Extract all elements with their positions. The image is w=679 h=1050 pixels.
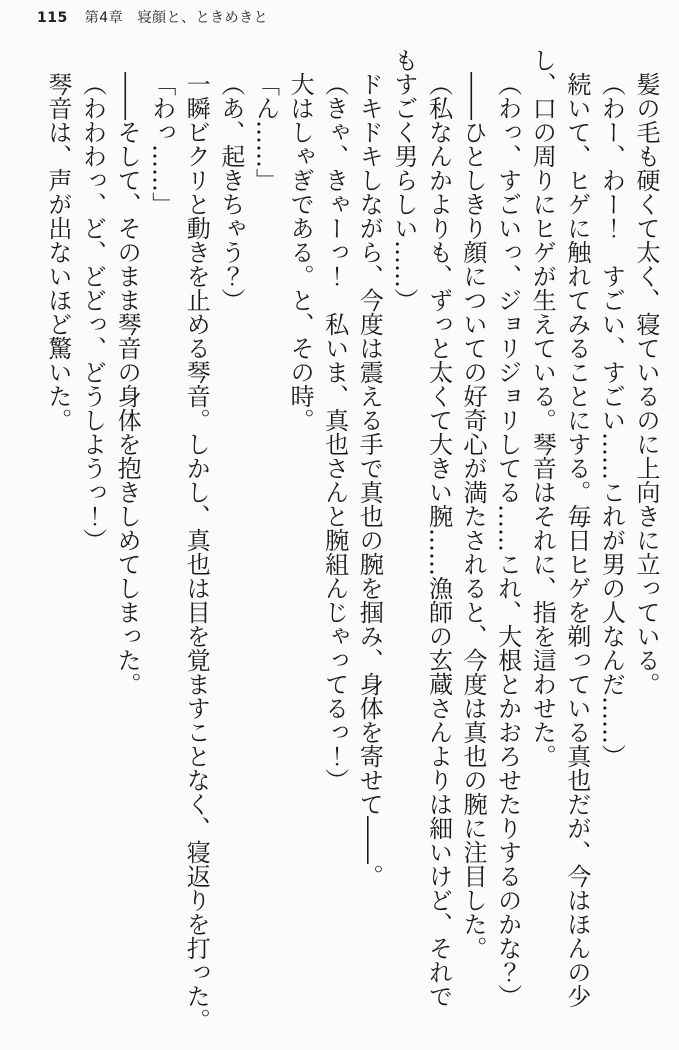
text-line: （わっ、すごいっ、ジョリジョリしてる……これ、大根とかおろせたりするのかな？） bbox=[493, 72, 522, 1008]
text-line: ドキドキしながら、今度は震える手で真也の腕を掴み、身体を寄せて――。 bbox=[355, 72, 384, 888]
page-header bbox=[37, 7, 268, 27]
text-line: もすごく男らしい……） bbox=[389, 48, 418, 312]
text-line: 続いて、ヒゲに触れてみることにする。毎日ヒゲを剃っている真也だが、今はほんの少 bbox=[562, 72, 591, 1008]
text-line: ――ひとしきり顔についての好奇心が満たされると、今度は真也の腕に注目した。 bbox=[459, 72, 488, 960]
text-line: （きゃ、きゃーっ！ 私いま、真也さんと腕組んじゃってるっ！） bbox=[320, 72, 349, 792]
text-line: （私なんかよりも、ずっと太くて大きい腕……漁師の玄蔵さんよりは細いけど、それで bbox=[424, 72, 453, 1008]
chapter-title: 第4章 寝顔と、ときめきと bbox=[84, 10, 269, 26]
text-line: 髪の毛も硬くて太く、寝ているのに上向きに立っている。 bbox=[632, 72, 660, 696]
text-line: ――そして、そのまま琴音の身体を抱きしめてしまった。 bbox=[113, 72, 142, 696]
text-line: し、口の周りにヒゲが生えている。琴音はそれに、指を這わせた。 bbox=[528, 48, 557, 768]
body-text bbox=[40, 48, 663, 1036]
text-line: （わわわっ、ど、どどっ、どうしようっ！） bbox=[78, 72, 107, 552]
text-line: 「わっ……」 bbox=[147, 72, 176, 216]
text-line: 一瞬ビクリと動きを止める琴音。しかし、真也は目を覚ますことなく、寝返りを打った。 bbox=[182, 72, 211, 1032]
text-line: 大はしゃぎである。と、その時。 bbox=[286, 72, 315, 432]
text-line: （わー、わー！ すごい、すごい……これが男の人なんだ……） bbox=[597, 72, 626, 768]
page-number: 115 bbox=[37, 10, 68, 26]
text-line: 「ん……」 bbox=[251, 72, 280, 192]
text-line: 琴音は、声が出ないほど驚いた。 bbox=[43, 72, 72, 432]
text-line: （あ、起きちゃう？） bbox=[216, 72, 245, 312]
